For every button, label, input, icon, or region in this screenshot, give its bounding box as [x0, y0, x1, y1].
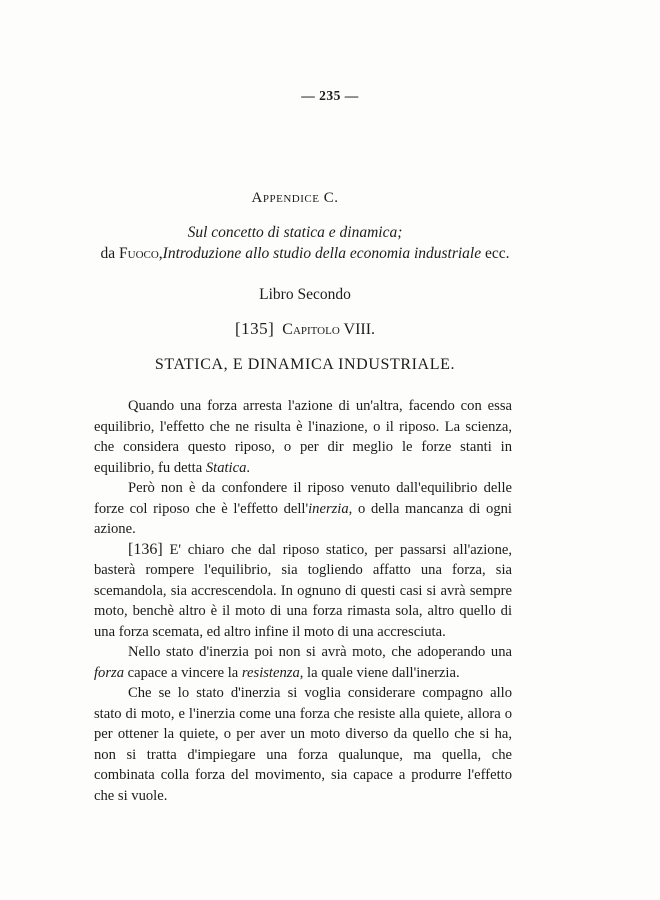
- subtitle: Sul concetto di statica e dinamica;: [187, 224, 403, 241]
- paragraph-1: Quando una forza arresta l'azione di un'altra, facendo con essa equilibrio, l'effetto che ne risulta è l'inazione, o il riposo. La scienza, che considera questo riposo, o per dir meglio le forze stanti in equilibrio, fu detta Statica.: [94, 398, 512, 476]
- chapter-title: [135] Capitolo VIII.: [234, 319, 376, 338]
- appendix-title: Appendice C.: [251, 190, 339, 206]
- source-line: da Fuoco,Introduzione allo studio della economia industriale ecc.: [100, 245, 510, 262]
- section-title: STATICA, E DINAMICA INDUSTRIALE.: [154, 356, 456, 373]
- page-number: — 235 —: [301, 88, 359, 103]
- paragraph-4: Nello stato d'inerzia poi non si avrà moto, che adoperando una forza capace a vincere la resistenza, la quale viene dall'inerzia.: [94, 644, 512, 681]
- paragraph-3: [136] E' chiaro che dal riposo statico, per passarsi all'azione, basterà rompere l'equilibrio, sia togliendo affatto una forza, sia scemandola, sia accrescendola. In ognuno di questi casi si avrà sempre moto, benchè altro è il moto di una forza rimasta sola, altro quello di una forza scemata, ed altro infine il moto di una accresciuta.: [94, 540, 512, 640]
- book-title: Libro Secondo: [259, 286, 351, 303]
- body-text: [94, 396, 512, 806]
- work-title: Introduzione allo studio della economia industriale: [162, 245, 482, 262]
- paragraph-ref: [136]: [128, 540, 163, 558]
- paragraph-5: Che se lo stato d'inerzia si voglia considerare compagno allo stato di moto, e l'inerzia come una forza che resiste alla quiete, allora o per ottener la quiete, o per aver un moto diverso da quello che si ha, non si tratta d'impiegare una forza qualunque, ma quella, che combinata colla forza del movimento, sia capace a produrre l'effetto che si vuole.: [94, 685, 512, 804]
- chapter-ref: [135]: [234, 319, 275, 338]
- paragraph-2: Però non è da confondere il riposo venuto dall'equilibrio delle forze col riposo che è l'effetto dell'inerzia, o della mancanza di ogni azione.: [94, 480, 512, 537]
